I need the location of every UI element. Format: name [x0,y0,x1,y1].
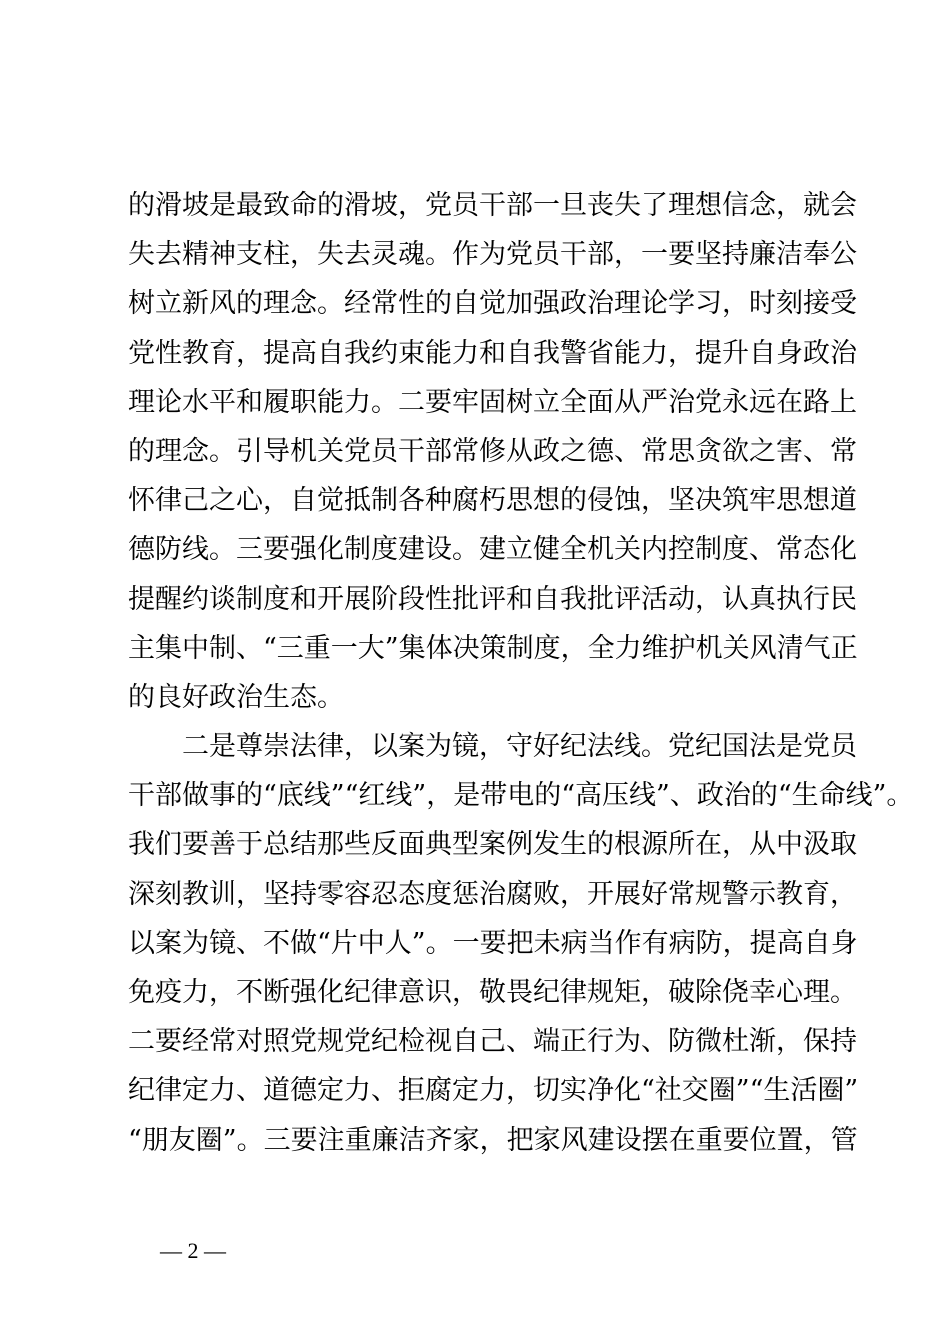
text-line: 以案为镜、不做“片中人”。一要把未病当作有病防，提高自身 [128,927,858,959]
text-line: 理论水平和履职能力。二要牢固树立全面从严治党永远在路上 [128,386,857,418]
text-line: 我们要善于总结那些反面典型案例发生的根源所在，从中汲取 [128,829,857,861]
text-line: 二要经常对照党规党纪检视自己、端正行为、防微杜渐，保持 [128,1026,857,1058]
text-line: 怀律己之心，自觉抵制各种腐朽思想的侵蚀，坚决筑牢思想道 [128,485,857,517]
text-line: 党性教育，提高自我约束能力和自我警省能力，提升自身政治 [128,337,857,369]
text-line: 树立新风的理念。经常性的自觉加强政治理论学习，时刻接受 [128,288,857,320]
paragraph-start-line: 二是尊崇法律，以案为镜，守好纪法线。党纪国法是党员 [128,731,857,763]
text-line: 的滑坡是最致命的滑坡，党员干部一旦丧失了理想信念，就会 [128,190,857,221]
text-line: 免疫力，不断强化纪律意识，敬畏纪律规矩，破除侥幸心理。 [128,977,857,1008]
text-line: “朋友圈”。三要注重廉洁齐家，把家风建设摆在重要位置，管 [128,1124,858,1156]
text-line: 纪律定力、道德定力、拒腐定力，切实净化“社交圈”“生活圈” [128,1075,859,1107]
page-number: — 2 — [160,1238,226,1263]
text-line: 深刻教训，坚持零容忍态度惩治腐败，开展好常规警示教育， [128,878,857,910]
text-line: 提醒约谈制度和开展阶段性批评和自我批评活动，认真执行民 [128,583,857,615]
body-text [128,181,914,1165]
text-line: 德防线。三要强化制度建设。建立健全机关内控制度、常态化 [128,534,857,566]
text-line: 的理念。引导机关党员干部常修从政之德、常思贪欲之害、常 [128,435,857,467]
text-line: 主集中制、“三重一大”集体决策制度，全力维护机关风清气正 [128,632,858,664]
text-line: 干部做事的“底线”“红线”，是带电的“高压线”、政治的“生命线”。 [128,780,914,812]
text-line: 的良好政治生态。 [128,681,344,713]
text-line: 失去精神支柱，失去灵魂。作为党员干部，一要坚持廉洁奉公 [128,239,857,271]
